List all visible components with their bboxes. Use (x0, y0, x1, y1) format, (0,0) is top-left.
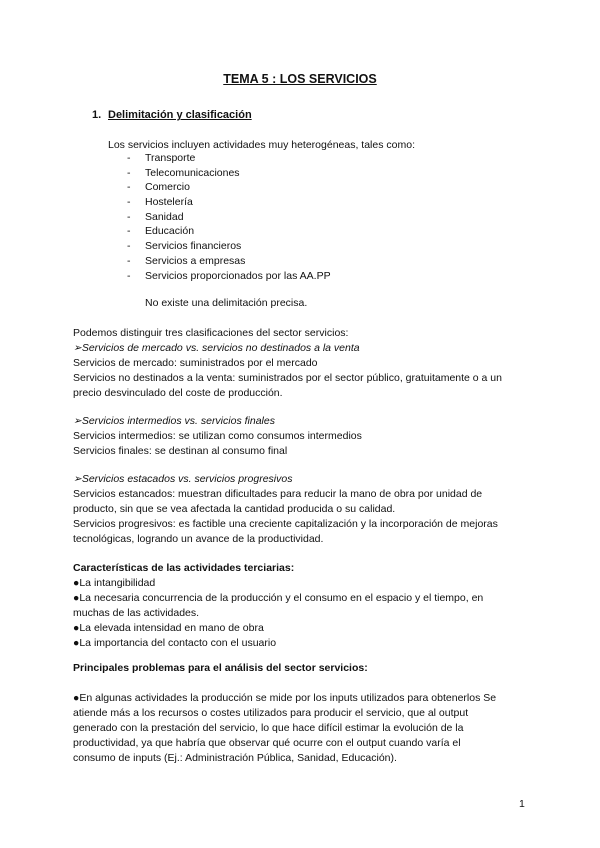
problems-heading-block (73, 661, 533, 676)
paragraph-line: Servicios de mercado: suministrados por el mercado (73, 357, 318, 369)
list-item: - Telecomunicaciones (127, 166, 240, 179)
paragraph-line: Servicios finales: se destinan al consumo final (73, 445, 288, 457)
characteristics-heading: Características de las actividades terciarias: (73, 562, 295, 574)
paragraph-line: Servicios estancados: muestran dificultades para reducir la mano de obra por unidad de (73, 488, 483, 500)
paragraph-line: tecnológicas, logrando un avance de la productividad. (73, 533, 324, 545)
classifications-block-b (73, 414, 533, 459)
paragraph-line: Servicios intermedios: se utilizan como consumos intermedios (73, 430, 362, 442)
list-item: - Servicios a empresas (127, 254, 246, 267)
section-title: Delimitación y clasificación (108, 109, 252, 121)
list-item: - Servicios proporcionados por las AA.PP (127, 269, 331, 282)
bullet-line: muchas de las actividades. (73, 607, 200, 619)
section-heading (92, 109, 252, 121)
paragraph-line: generado con la prestación del servicio, lo que hace difícil estimar la evolución de la (73, 722, 464, 734)
problems-heading: Principales problemas para el análisis del sector servicios: (73, 662, 368, 674)
services-list (127, 151, 331, 283)
paragraph-line: Servicios no destinados a la venta: suministrados por el sector público, gratuitamente o a un (73, 372, 502, 384)
bullet-line: ●La necesaria concurrencia de la producción y el consumo en el espacio y el tiempo, en (73, 592, 484, 604)
bullet-line: ●La elevada intensidad en mano de obra (73, 622, 264, 634)
page-number: 1 (519, 798, 525, 810)
classification-heading-c: ➢Servicios estacados vs. servicios progresivos (73, 473, 293, 485)
paragraph-line: precio desvinculado del coste de producción. (73, 387, 283, 399)
paragraph-line: producto, sin que se vea afectada la cantidad producida o su calidad. (73, 503, 396, 515)
list-item: - Sanidad (127, 210, 184, 223)
section-number: 1. (92, 109, 102, 121)
classifications-intro: Podemos distinguir tres clasificaciones del sector servicios: (73, 327, 349, 339)
classifications-block (73, 326, 533, 401)
paragraph-line: Servicios progresivos: es factible una creciente capitalización y la incorporación de mejoras (73, 518, 498, 530)
classifications-block-c (73, 472, 533, 547)
paragraph-line: atiende más a los recursos o costes utilizados para producir el servicio, que al output (73, 707, 469, 719)
delimitation-note: No existe una delimitación precisa. (145, 297, 308, 309)
section-intro: Los servicios incluyen actividades muy heterogéneas, tales como: (108, 139, 415, 151)
list-item: - Hostelería (127, 196, 193, 209)
bullet-line: ●La importancia del contacto con el usuario (73, 637, 277, 649)
paragraph-line: productividad, ya que habría que observar qué ocurre con el output cuando varía el (73, 737, 461, 749)
paragraph-line: ●En algunas actividades la producción se mide por los inputs utilizados para obtenerlos Se (73, 692, 497, 704)
problems-block (73, 691, 533, 766)
list-item: - Servicios financieros (127, 240, 242, 253)
list-item: - Educación (127, 225, 195, 238)
list-item: - Transporte (127, 152, 196, 164)
classification-heading-a: ➢Servicios de mercado vs. servicios no destinados a la venta (73, 342, 360, 354)
list-item: - Comercio (127, 181, 190, 194)
page-title: TEMA 5 : LOS SERVICIOS (223, 72, 377, 86)
bullet-line: ●La intangibilidad (73, 577, 156, 589)
classification-heading-b: ➢Servicios intermedios vs. servicios finales (73, 415, 275, 427)
paragraph-line: consumo de inputs (Ej.: Administración Pública, Sanidad, Educación). (73, 752, 397, 764)
characteristics-block (73, 561, 533, 651)
